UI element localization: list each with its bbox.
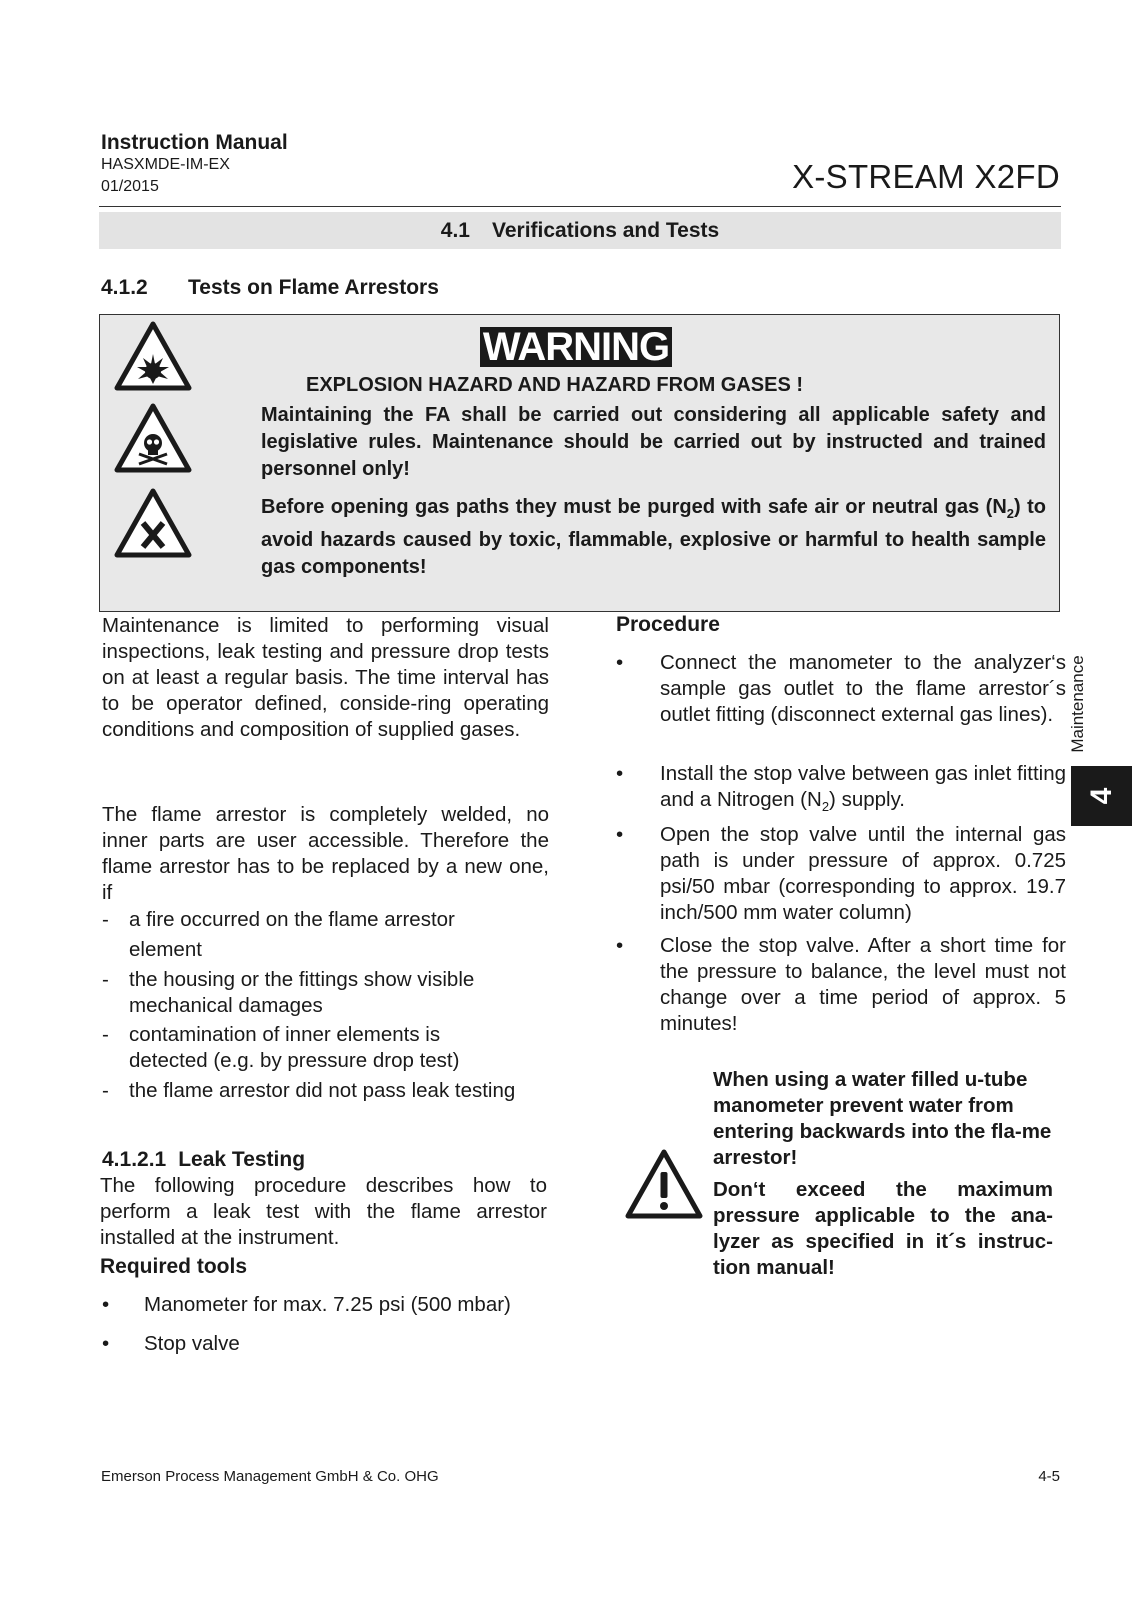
- condition-item: - a fire occurred on the flame arrestor element: [102, 908, 455, 961]
- caution-note-water: When using a water filled u-tube manometer prevent water from entering backwards into the fla-me arrestor!: [713, 1068, 1052, 1169]
- tool-list-item: • Stop valve: [102, 1332, 240, 1355]
- subsection-title: Tests on Flame Arrestors: [188, 276, 439, 299]
- footer-company: Emerson Process Management GmbH & Co. OHG: [101, 1468, 439, 1485]
- procedure-step: • Open the stop valve until the internal gas path is under pressure of approx. 0.725 psi/50 mbar (corresponding to approx. 19.7 inch/500 mm water column): [616, 823, 1066, 924]
- header-rule: [99, 206, 1061, 207]
- required-tools-heading: Required tools: [100, 1255, 248, 1278]
- document-date: 01/2015: [101, 178, 159, 195]
- page-number: 4-5: [1038, 1468, 1060, 1485]
- subsection-heading: [101, 276, 439, 300]
- harmful-x-symbol-icon: [113, 487, 193, 559]
- condition-item: - the flame arrestor did not pass leak testing: [102, 1079, 516, 1102]
- procedure-step: • Install the stop valve between gas inlet fitting and a Nitrogen $(N_2)$ supply.: [616, 762, 1066, 815]
- toxic-skull-symbol-icon: [113, 402, 193, 474]
- warning-paragraph-1: Maintaining the FA shall be carried out considering all applicable safety and legislative rules. Maintenance should be carried out by instructed and trained personnel only!: [261, 404, 1046, 480]
- subsection-number: 4.1.2: [101, 276, 148, 299]
- replacement-paragraph: The flame arrestor is completely welded, no inner parts are user accessible. Therefore the flame arrestor has to be replaced by a new one, if: [102, 803, 549, 904]
- leak-testing-text: The following procedure describes how to perform a leak test with the flame arrestor installed at the instrument.: [100, 1174, 547, 1249]
- section-title: Verifications and Tests: [492, 218, 720, 242]
- caution-note-pressure: Don‘t exceed the maximum pressure applicable to the ana-lyzer as specified in it´s instruc-tion manual!: [713, 1178, 1053, 1279]
- caution-exclamation-icon: [624, 1148, 704, 1220]
- explosive-symbol-icon: [113, 320, 193, 392]
- warning-paragraph-2: Before opening gas paths they must be purged with safe air or neutral gas $(N_2)$ to avoid hazards caused by toxic, flammable, explosive or harmful to health sample gas components!: [261, 496, 1046, 578]
- section-number: 4.1: [440, 218, 470, 242]
- chapter-tab-number: 4: [1071, 766, 1132, 826]
- section-title-bar: [99, 212, 1061, 249]
- maintenance-intro-paragraph: Maintenance is limited to performing visual inspections, leak testing and pressure drop tests on at least a regular basis. The time interval has to be operator defined, conside-ring operating conditions and composition of supplied gases.: [102, 614, 549, 741]
- warning-banner: WARNING: [480, 327, 672, 367]
- procedure-heading: Procedure: [616, 613, 720, 636]
- chapter-tab-label: Maintenance: [1068, 655, 1087, 753]
- document-type: Instruction Manual: [101, 131, 288, 154]
- product-name: X-STREAM X2FD: [792, 158, 1060, 195]
- leak-testing-heading: 4.1.2.1 Leak Testing: [102, 1148, 306, 1171]
- warning-heading: EXPLOSION HAZARD AND HAZARD FROM GASES !: [306, 374, 804, 396]
- document-id: HASXMDE-IM-EX: [101, 156, 230, 173]
- tool-list-item: • Manometer for max. 7.25 psi (500 mbar): [102, 1293, 511, 1316]
- procedure-step: • Connect the manometer to the analyzer‘s sample gas outlet to the flame arrestor´s outlet fitting (disconnect external gas lines).: [616, 651, 1066, 726]
- procedure-step: • Close the stop valve. After a short time for the pressure to balance, the level must not change over a time period of approx. 5 minutes!: [616, 934, 1066, 1035]
- condition-item: - contamination of inner elements is detected (e.g. by pressure drop test): [102, 1023, 460, 1072]
- condition-item: - the housing or the fittings show visible mechanical damages: [102, 968, 475, 1017]
